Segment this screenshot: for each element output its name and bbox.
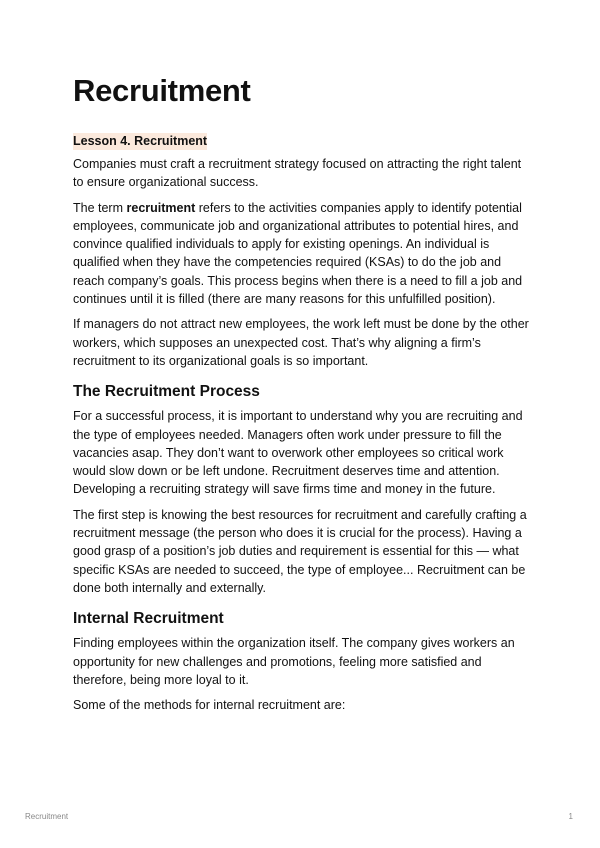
lesson-label [73,133,533,150]
section-heading-internal: Internal Recruitment [73,610,224,628]
term-before: The term [73,200,127,215]
term-bold: recruitment [126,200,196,215]
internal-paragraph-1: Finding employees within the organization itself. The company gives workers an opportunity for new challenges and promotions, feeling more satisfied and therefore, being more loyal to it. [73,636,515,687]
term-after: refers to the activities companies apply to identify potential employees, communicate job and organizational attributes to potential hires, and convince qualified individuals to apply for existing openings. An individual is qualified when they have the competencies required (KSAs) to do the job and reach company’s goals. This process begins when there is a need to fill a job and continues until it is filled (there are many reasons for this unfulfilled position). [73,200,523,307]
term-paragraph [73,199,533,309]
lesson-label-highlight: Lesson 4. Recruitment [73,134,208,148]
footer-title: Recruitment [25,812,69,821]
section-heading-process: The Recruitment Process [73,383,260,401]
page-title: Recruitment [73,73,251,108]
process-paragraph-2: The first step is knowing the best resources for recruitment and carefully crafting a recruitment message (the person who does it is crucial for the process). Having a good grasp of a position’s job duties and requirement is essential for this — what specific KSAs are needed to succeed, the type of employee... Recruitment can be done both internally and externally. [73,507,527,595]
intro-paragraph: Companies must craft a recruitment strategy focused on attracting the right talent to ensure organizational success. [73,157,522,190]
internal-paragraph-2: Some of the methods for internal recruitment are: [73,698,346,713]
document-page [73,72,533,714]
process-paragraph-1: For a successful process, it is important to understand why you are recruiting and the type of employees needed. Managers often work under pressure to fill the vacancies asap. They don’t want to overwork other employees so critical work would slow down or be left undone. Recruitment deserves time and attention. Developing a recruiting strategy will save firms time and money in the future. [73,409,523,497]
page-number: 1 [568,812,573,821]
managers-paragraph: If managers do not attract new employees, the work left must be done by the other workers, which supposes an unexpected cost. That’s why aligning a firm’s recruitment to its organizational goals is so important. [73,317,529,368]
